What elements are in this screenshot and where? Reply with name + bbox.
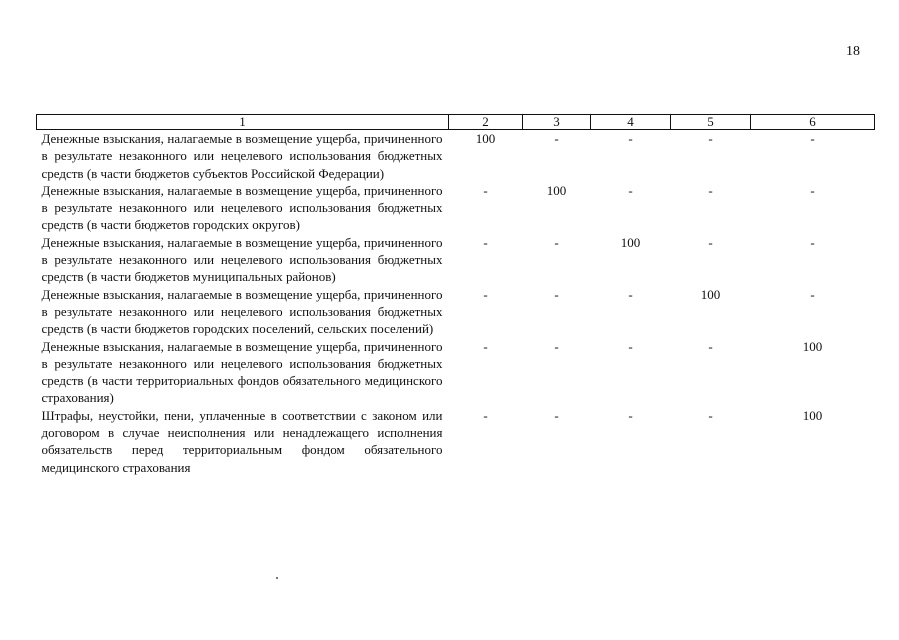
row-value: - — [483, 407, 488, 423]
row-value: - — [483, 338, 488, 354]
row-value: - — [554, 407, 559, 423]
page-number: 18 — [846, 44, 860, 59]
row-value: - — [628, 338, 633, 354]
row-value: - — [708, 182, 713, 198]
row-description: Штрафы, неустойки, пени, уплаченные в соответствии с законом или договором в случае неисполнения или ненадлежащего исполнения обязательств перед территориальным фондом обязательного медицинского страхования — [41, 407, 443, 475]
table-header — [37, 115, 875, 130]
row-value: - — [810, 234, 815, 250]
row-value: 100 — [620, 234, 641, 250]
table-row — [37, 286, 875, 338]
table-row — [37, 130, 875, 182]
row-description: Денежные взыскания, налагаемые в возмещение ущерба, причиненного в результате незаконного или нецелевого использования бюджетных средств (в части территориальных фондов обязательного медицинского страхования) — [41, 338, 443, 406]
row-value: - — [810, 182, 815, 198]
column-header-5: 5 — [671, 115, 751, 130]
table-row — [37, 338, 875, 407]
row-value: - — [628, 407, 633, 423]
column-header-4: 4 — [591, 115, 671, 130]
scan-speck — [276, 577, 278, 579]
row-description: Денежные взыскания, налагаемые в возмещение ущерба, причиненного в результате незаконного или нецелевого использования бюджетных средств (в части бюджетов городских поселений, сельских поселений) — [41, 286, 443, 337]
column-header-3: 3 — [523, 115, 591, 130]
row-value: 100 — [802, 407, 823, 423]
row-value: - — [483, 286, 488, 302]
row-value: 100 — [546, 182, 567, 198]
row-value: - — [810, 131, 815, 146]
row-value: 100 — [802, 338, 823, 354]
table-row — [37, 407, 875, 476]
row-description: Денежные взыскания, налагаемые в возмещение ущерба, причиненного в результате незаконного или нецелевого использования бюджетных средств (в части бюджетов муниципальных районов) — [41, 234, 443, 285]
row-value: - — [628, 182, 633, 198]
row-value: - — [708, 234, 713, 250]
row-value: 100 — [475, 131, 496, 146]
row-value: - — [554, 286, 559, 302]
row-value: 100 — [700, 286, 721, 302]
row-value: - — [708, 407, 713, 423]
row-value: - — [554, 338, 559, 354]
row-value: - — [554, 234, 559, 250]
table-row — [37, 182, 875, 234]
column-header-2: 2 — [449, 115, 523, 130]
header-row — [37, 115, 875, 130]
row-value: - — [628, 131, 633, 146]
row-description: Денежные взыскания, налагаемые в возмещение ущерба, причиненного в результате незаконного или нецелевого использования бюджетных средств (в части бюджетов субъектов Российской Федерации) — [41, 131, 443, 181]
row-value: - — [483, 234, 488, 250]
column-header-1: 1 — [37, 115, 449, 130]
row-value: - — [628, 286, 633, 302]
table-row — [37, 234, 875, 286]
row-value: - — [708, 131, 713, 146]
row-description: Денежные взыскания, налагаемые в возмещение ущерба, причиненного в результате незаконного или нецелевого использования бюджетных средств (в части бюджетов городских округов) — [41, 182, 443, 233]
distribution-table — [36, 114, 875, 476]
column-header-6: 6 — [751, 115, 875, 130]
table-body — [37, 130, 875, 476]
row-value: - — [810, 286, 815, 302]
row-value: - — [708, 338, 713, 354]
row-value: - — [554, 131, 559, 146]
row-value: - — [483, 182, 488, 198]
